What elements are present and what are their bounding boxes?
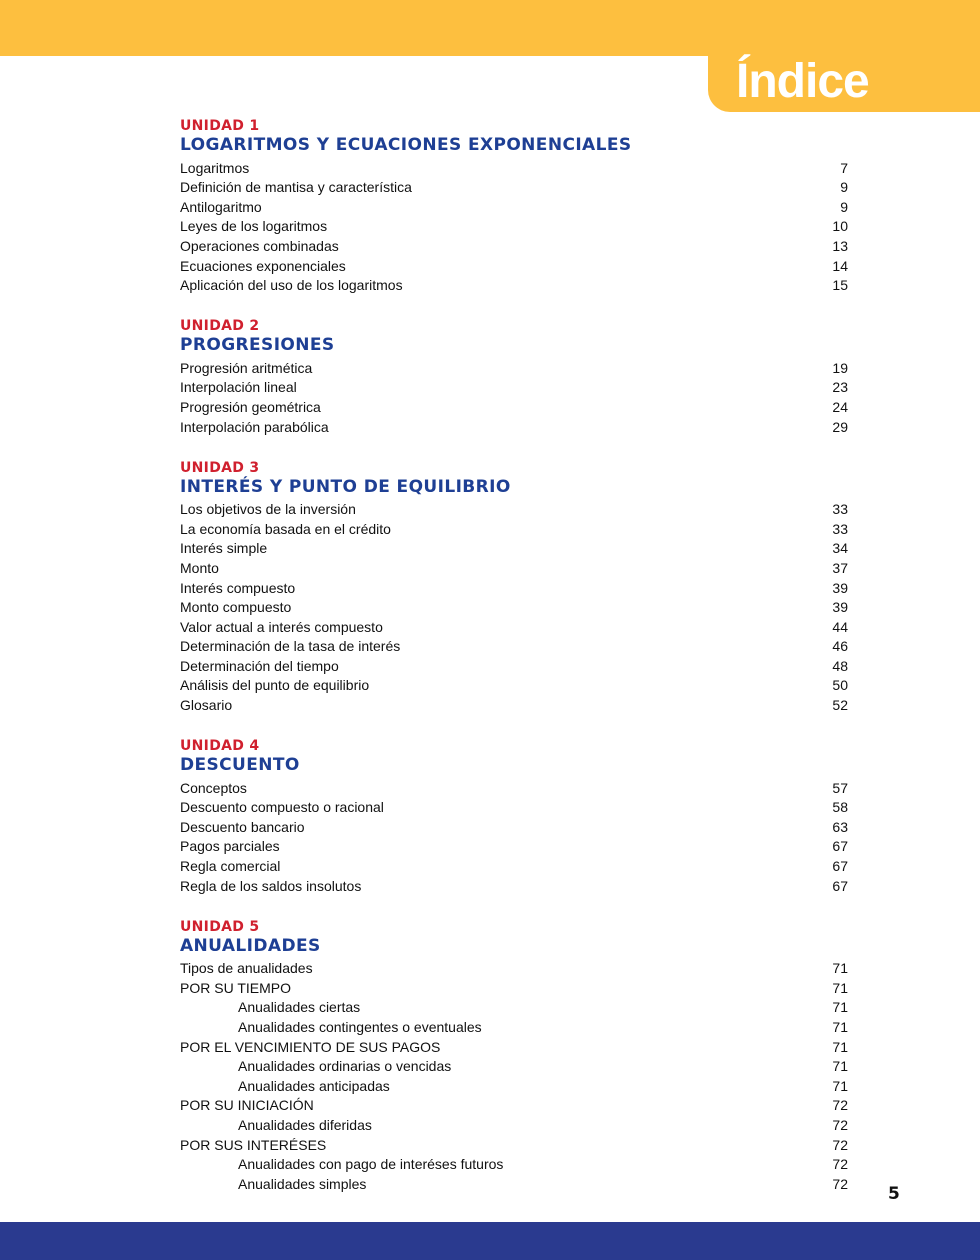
- toc-entry-page-number: 72: [832, 1116, 848, 1133]
- unit-label: UNIDAD 2: [180, 318, 260, 335]
- unit-title: INTERÉS Y PUNTO DE EQUILIBRIO: [180, 476, 511, 497]
- toc-entry-label: Análisis del punto de equilibrio: [180, 677, 370, 694]
- toc-entry: [180, 615, 848, 635]
- table-of-contents: [180, 118, 848, 1217]
- toc-entry: [180, 176, 848, 196]
- toc-entry: [180, 576, 848, 596]
- unit-title: ANUALIDADES: [180, 935, 321, 956]
- toc-entry-page-number: 67: [832, 858, 848, 875]
- toc-entry-label: Pagos parciales: [180, 838, 280, 855]
- unit-label: UNIDAD 3: [180, 459, 260, 476]
- toc-entry: [180, 1133, 848, 1153]
- toc-entry-page-number: 10: [832, 218, 848, 235]
- toc-entry-label: Regla comercial: [180, 858, 281, 875]
- toc-entry-label: Progresión geométrica: [180, 398, 321, 415]
- toc-entry-page-number: 52: [832, 697, 848, 714]
- toc-entry-label: Determinación de la tasa de interés: [180, 638, 401, 655]
- unit-section: [180, 919, 848, 1192]
- toc-entry-label: POR EL VENCIMIENTO DE SUS PAGOS: [180, 1038, 441, 1055]
- toc-entry: [180, 498, 848, 518]
- toc-entry-page-number: 39: [832, 599, 848, 616]
- toc-entry-label: Tipos de anualidades: [180, 960, 313, 977]
- toc-entry: [180, 693, 848, 713]
- toc-entry-label: Determinación del tiempo: [180, 657, 339, 674]
- toc-entry-label: Anualidades anticipadas: [238, 1077, 390, 1094]
- toc-entry-label: Glosario: [180, 697, 233, 714]
- toc-entry: [180, 537, 848, 557]
- toc-entry-page-number: 9: [840, 179, 848, 196]
- toc-entry: [180, 1015, 848, 1035]
- toc-entry-page-number: 71: [832, 999, 848, 1016]
- toc-entry-page-number: 50: [832, 677, 848, 694]
- unit-section: [180, 738, 848, 894]
- toc-entry-page-number: 7: [840, 159, 848, 176]
- toc-entry: [180, 835, 848, 855]
- toc-entry-page-number: 33: [832, 520, 848, 537]
- toc-entry-label: Anualidades contingentes o eventuales: [238, 1019, 482, 1035]
- toc-entry-page-number: 71: [832, 1019, 848, 1035]
- toc-entry-label: Definición de mantisa y característica: [180, 179, 412, 196]
- toc-entry-page-number: 34: [832, 540, 848, 557]
- toc-entry: [180, 957, 848, 977]
- toc-entry-page-number: 63: [832, 818, 848, 835]
- page-title: Índice: [736, 55, 869, 108]
- toc-entry-label: Descuento bancario: [180, 818, 305, 835]
- toc-entry-label: Progresión aritmética: [180, 359, 313, 376]
- toc-entry-list: [180, 776, 848, 894]
- unit-section: [180, 118, 848, 293]
- toc-entry-label: Regla de los saldos insolutos: [180, 877, 362, 894]
- toc-entry: [180, 234, 848, 254]
- toc-entry-label: Anualidades ordinarias o vencidas: [238, 1058, 452, 1075]
- toc-entry-page-number: 29: [832, 418, 848, 435]
- toc-entry-page-number: 15: [832, 277, 848, 294]
- toc-entry: [180, 1172, 848, 1192]
- toc-entry-label: Interés compuesto: [180, 579, 296, 596]
- toc-entry: [180, 395, 848, 415]
- toc-entry-page-number: 37: [832, 559, 848, 576]
- toc-entry-page-number: 71: [832, 979, 848, 996]
- toc-entry: [180, 156, 848, 176]
- toc-entry: [180, 1074, 848, 1094]
- toc-entry: [180, 215, 848, 235]
- unit-label: UNIDAD 5: [180, 918, 260, 935]
- toc-entry-page-number: 46: [832, 638, 848, 655]
- toc-entry: [180, 976, 848, 996]
- toc-entry-label: Interpolación parabólica: [180, 418, 329, 435]
- toc-entry-label: Descuento compuesto o racional: [180, 799, 384, 816]
- unit-title: DESCUENTO: [180, 755, 300, 776]
- toc-entry-page-number: 71: [832, 960, 848, 977]
- toc-entry-page-number: 67: [832, 877, 848, 894]
- toc-entry-label: Aplicación del uso de los logaritmos: [180, 277, 403, 294]
- toc-entry-page-number: 72: [832, 1097, 848, 1114]
- toc-entry: [180, 635, 848, 655]
- unit-section: [180, 460, 848, 714]
- unit-section: [180, 318, 848, 434]
- toc-entry-label: POR SU INICIACIÓN: [180, 1097, 314, 1114]
- toc-entry-page-number: 24: [832, 398, 848, 415]
- toc-entry: [180, 1055, 848, 1075]
- toc-entry-page-number: 48: [832, 657, 848, 674]
- toc-entry: [180, 596, 848, 616]
- toc-entry-label: Operaciones combinadas: [180, 237, 339, 254]
- toc-entry: [180, 874, 848, 894]
- toc-entry-page-number: 23: [832, 379, 848, 396]
- toc-entry-page-number: 39: [832, 579, 848, 596]
- toc-entry: [180, 415, 848, 435]
- toc-entry-page-number: 72: [832, 1136, 848, 1153]
- toc-entry-label: Antilogaritmo: [180, 198, 262, 215]
- unit-title: PROGRESIONES: [180, 335, 335, 356]
- toc-entry: [180, 796, 848, 816]
- toc-entry-label: Anualidades con pago de interéses futuros: [238, 1156, 504, 1173]
- toc-entry-label: Interés simple: [180, 540, 268, 557]
- toc-entry-label: Anualidades simples: [238, 1175, 367, 1192]
- toc-entry: [180, 1035, 848, 1055]
- unit-title: LOGARITMOS Y ECUACIONES EXPONENCIALES: [180, 135, 632, 155]
- toc-entry-label: Monto compuesto: [180, 599, 292, 616]
- footer-band: [0, 1222, 980, 1260]
- toc-entry-label: Interpolación lineal: [180, 379, 297, 396]
- toc-entry: [180, 854, 848, 874]
- toc-entry-label: Monto: [180, 559, 219, 576]
- toc-entry: [180, 1113, 848, 1133]
- toc-entry: [180, 996, 848, 1016]
- toc-entry-page-number: 13: [832, 237, 848, 254]
- toc-entry-label: Ecuaciones exponenciales: [180, 257, 346, 274]
- toc-entry: [180, 1094, 848, 1114]
- toc-entry-label: Conceptos: [180, 779, 247, 796]
- toc-entry-page-number: 33: [832, 501, 848, 518]
- toc-entry-list: [180, 498, 848, 714]
- toc-entry-label: Logaritmos: [180, 159, 250, 176]
- toc-entry-label: POR SU TIEMPO: [180, 979, 291, 996]
- toc-entry-page-number: 71: [832, 1038, 848, 1055]
- toc-entry-label: La economía basada en el crédito: [180, 520, 391, 537]
- toc-entry-label: Anualidades ciertas: [238, 999, 361, 1016]
- toc-entry-list: [180, 356, 848, 434]
- toc-entry-page-number: 58: [832, 799, 848, 816]
- toc-entry: [180, 376, 848, 396]
- toc-entry-page-number: 44: [832, 618, 848, 635]
- toc-entry: [180, 674, 848, 694]
- unit-label: UNIDAD 1: [180, 118, 260, 134]
- toc-entry: [180, 776, 848, 796]
- toc-entry-page-number: 72: [832, 1156, 848, 1173]
- toc-entry-label: Valor actual a interés compuesto: [180, 618, 383, 635]
- toc-entry: [180, 274, 848, 294]
- toc-entry-page-number: 9: [840, 198, 848, 215]
- toc-entry-page-number: 19: [832, 359, 848, 376]
- toc-entry: [180, 654, 848, 674]
- toc-entry-label: Leyes de los logaritmos: [180, 218, 328, 235]
- page-number: 5: [888, 1184, 900, 1204]
- toc-entry: [180, 356, 848, 376]
- unit-label: UNIDAD 4: [180, 738, 260, 755]
- toc-entry-list: [180, 957, 848, 1192]
- toc-entry-page-number: 14: [832, 257, 848, 274]
- toc-entry: [180, 254, 848, 274]
- toc-entry-page-number: 71: [832, 1077, 848, 1094]
- toc-entry-label: POR SUS INTERÉSES: [180, 1136, 327, 1153]
- toc-entry: [180, 556, 848, 576]
- toc-entry-page-number: 72: [832, 1175, 848, 1192]
- toc-entry-page-number: 71: [832, 1058, 848, 1075]
- toc-entry: [180, 1153, 848, 1173]
- toc-entry-label: Los objetivos de la inversión: [180, 501, 356, 518]
- toc-entry-list: [180, 156, 848, 293]
- toc-entry-page-number: 67: [832, 838, 848, 855]
- toc-entry-label: Anualidades diferidas: [238, 1116, 372, 1133]
- toc-entry: [180, 517, 848, 537]
- toc-entry: [180, 195, 848, 215]
- toc-entry: [180, 815, 848, 835]
- toc-entry-page-number: 57: [832, 779, 848, 796]
